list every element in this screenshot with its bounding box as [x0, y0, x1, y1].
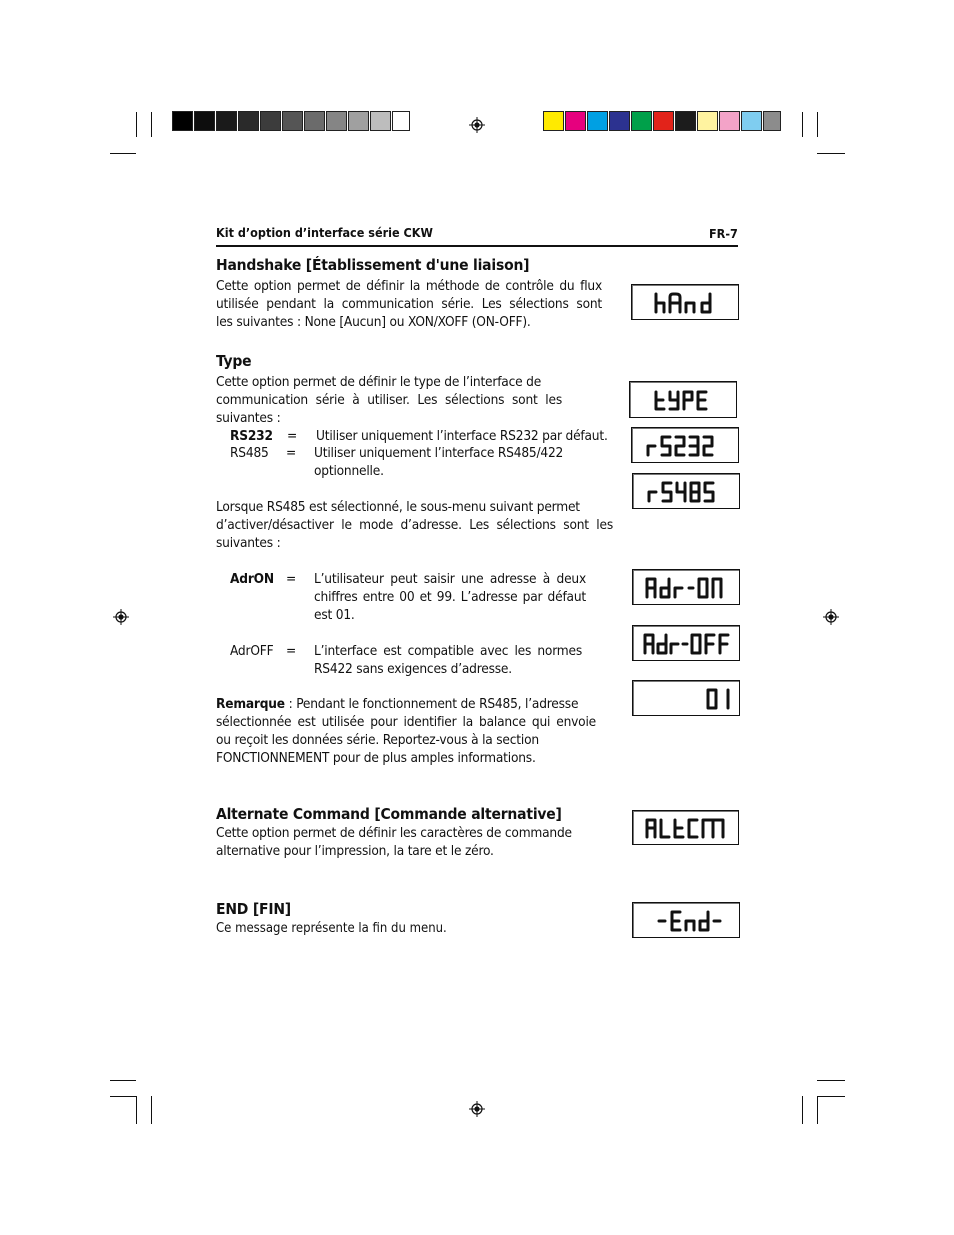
segment-text-01-icon: [633, 681, 741, 717]
handshake-heading: Handshake [Établissement d'une liaison]: [216, 256, 530, 274]
gray-swatch: [304, 111, 325, 131]
gray-swatch: [216, 111, 237, 131]
text-line: Cette option permet de définir les caractères de commande: [216, 825, 572, 841]
crop-mark: [802, 112, 803, 137]
lcd-display-rs232: [631, 427, 739, 463]
crop-mark: [817, 1080, 845, 1081]
gray-swatch: [172, 111, 193, 131]
lcd-display-adroff: [632, 625, 740, 661]
lcd-display-end: [632, 902, 740, 938]
crop-mark: [136, 112, 137, 137]
crop-mark: [802, 1096, 803, 1124]
text-line: communication série à utiliser. Les sélections sont les: [216, 392, 562, 408]
crop-mark: [110, 1096, 136, 1097]
lcd-display-adron: [632, 569, 740, 605]
option-desc: Utiliser uniquement l’interface RS232 par défaut.: [316, 428, 608, 444]
color-swatch: [741, 111, 762, 131]
text-line: ou reçoit les données série. Reportez-vous à la section: [216, 732, 539, 748]
color-swatch: [697, 111, 718, 131]
text-line: Cette option permet de définir la méthode de contrôle du flux: [216, 278, 602, 294]
text-line: Lorsque RS485 est sélectionné, le sous-menu suivant permet: [216, 499, 580, 515]
option-key: AdrOFF: [230, 643, 274, 659]
segment-text-altcm-icon: [633, 811, 740, 846]
registration-mark-icon: [113, 609, 129, 625]
crop-mark: [817, 153, 845, 154]
color-swatch: [565, 111, 586, 131]
text-line: RS422 sans exigences d’adresse.: [314, 661, 512, 677]
color-swatch: [631, 111, 652, 131]
color-swatch: [543, 111, 564, 131]
gray-swatch: [348, 111, 369, 131]
option-desc: optionnelle.: [314, 463, 384, 479]
segment-text-type-icon: [630, 382, 738, 419]
option-sep: =: [287, 428, 298, 444]
crop-mark: [110, 1080, 136, 1081]
end-heading: END [FIN]: [216, 900, 291, 918]
adroff-desc: [314, 642, 582, 678]
lcd-display-rs485: [632, 473, 740, 509]
color-swatch: [587, 111, 608, 131]
lcd-display-01: [632, 680, 740, 716]
text-line: L’utilisateur peut saisir une adresse à deux: [314, 571, 586, 587]
handshake-paragraph: [216, 277, 602, 331]
text-line: suivantes :: [216, 410, 281, 426]
color-swatch: [719, 111, 740, 131]
lcd-display-type: [629, 381, 737, 418]
segment-text-rs232-icon: [632, 428, 740, 464]
crop-mark: [817, 1096, 818, 1124]
crop-mark: [110, 153, 136, 154]
gray-swatch: [326, 111, 347, 131]
text-line: [216, 695, 596, 713]
running-head-title: Kit d’option d’interface série CKW: [216, 225, 433, 240]
gray-swatch: [370, 111, 391, 131]
gray-swatch: [260, 111, 281, 131]
option-row-rs232: [230, 427, 273, 445]
option-key: RS232: [230, 428, 273, 444]
altcmd-paragraph: [216, 824, 588, 860]
altcmd-heading: Alternate Command [Commande alternative]: [216, 805, 562, 823]
color-swatch: [653, 111, 674, 131]
crop-mark: [136, 1096, 137, 1124]
text-line: est 01.: [314, 607, 355, 623]
registration-mark-icon: [823, 609, 839, 625]
remark-label: Remarque: [216, 696, 285, 712]
segment-text-end-icon: [633, 903, 741, 939]
text-line: alternative pour l’impression, la tare et le zéro.: [216, 843, 494, 859]
option-key: RS485: [230, 445, 269, 461]
color-swatch: [675, 111, 696, 131]
segment-text-hand-icon: [632, 285, 740, 321]
text-line: suivantes :: [216, 535, 281, 551]
lcd-display-hand: [631, 284, 739, 320]
crop-mark: [817, 112, 818, 137]
text-line: utilisée pendant la communication série. Les sélections sont: [216, 296, 602, 312]
gray-swatch: [282, 111, 303, 131]
option-key-label: AdrON: [230, 571, 274, 587]
gray-swatch: [392, 111, 410, 131]
remark-paragraph: [216, 695, 596, 767]
option-key: [230, 570, 274, 588]
option-sep: =: [286, 571, 297, 587]
segment-text-rs485-icon: [633, 474, 741, 510]
crop-mark: [151, 112, 152, 137]
segment-text-adroff-icon: [633, 626, 741, 662]
end-text: Ce message représente la fin du menu.: [216, 921, 447, 936]
page-number: FR-7: [709, 226, 738, 241]
registration-mark-icon: [469, 1101, 485, 1117]
remark-text: : Pendant le fonctionnement de RS485, l’adresse: [284, 696, 579, 712]
text-line: les suivantes : None [Aucun] ou XON/XOFF (ON-OFF).: [216, 314, 531, 330]
registration-mark-icon: [469, 117, 485, 133]
adron-desc: [314, 570, 586, 624]
option-sep: =: [286, 643, 297, 659]
lcd-display-altcm: [632, 810, 739, 845]
text-line: sélectionnée est utilisée pour identifier la balance qui envoie: [216, 714, 596, 730]
type-heading: Type: [216, 352, 252, 370]
text-line: FONCTIONNEMENT pour de plus amples informations.: [216, 750, 536, 766]
segment-text-adron-icon: [633, 570, 741, 606]
gray-swatch: [238, 111, 259, 131]
header-rule: [216, 245, 738, 247]
crop-mark: [151, 1096, 152, 1124]
option-sep: =: [286, 445, 297, 461]
text-line: L’interface est compatible avec les normes: [314, 643, 582, 659]
text-line: d’activer/désactiver le mode d’adresse. Les sélections sont les: [216, 517, 613, 533]
option-desc: Utiliser uniquement l’interface RS485/422: [314, 445, 564, 461]
color-swatch: [609, 111, 630, 131]
text-line: Cette option permet de définir le type de l’interface de: [216, 374, 542, 390]
color-swatch: [763, 111, 781, 131]
text-line: chiffres entre 00 et 99. L’adresse par défaut: [314, 589, 586, 605]
gray-swatch: [194, 111, 215, 131]
crop-mark: [817, 1096, 845, 1097]
rs485-paragraph: [216, 498, 613, 552]
type-paragraph: [216, 373, 562, 427]
